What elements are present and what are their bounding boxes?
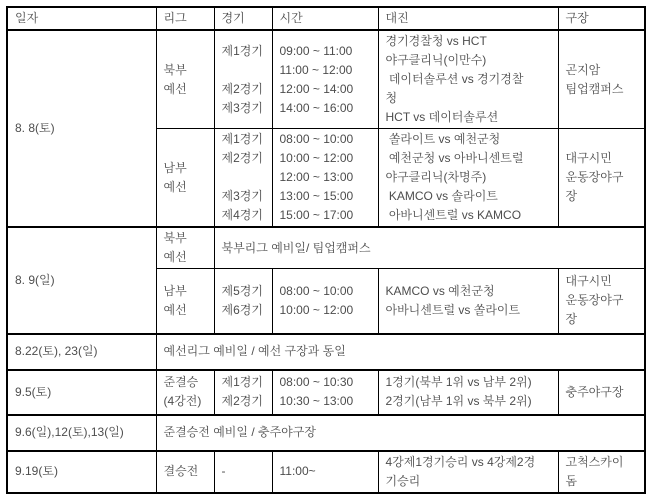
text-line: 팀업캠퍼스: [565, 81, 624, 96]
times-cell: [272, 30, 378, 129]
league-cell: [156, 227, 214, 269]
text-line: 장: [565, 312, 578, 327]
note-cell: 예선리그 예비일 / 예선 구장과 동일: [156, 334, 645, 370]
text-line: 북부: [163, 231, 187, 245]
text-line: 제3경기: [221, 189, 263, 203]
text-line: 제5경기: [221, 283, 263, 298]
text-line: 10:00 ~ 12:00: [279, 302, 354, 317]
games-cell: [214, 269, 272, 334]
col-header-date: 일자: [7, 7, 156, 30]
col-header-matchup: 대진: [378, 7, 558, 30]
league-cell: [156, 451, 214, 493]
text-line: -: [221, 464, 226, 478]
matchups-cell: [378, 30, 558, 129]
col-header-time: 시간: [272, 7, 378, 30]
col-header-league: 리그: [156, 7, 214, 30]
text-line: 돔: [565, 473, 578, 488]
text-line: 남부: [163, 160, 187, 175]
table-row-aug22: [7, 334, 645, 370]
text-line: KAMCO vs 솔라이트: [385, 189, 498, 203]
text-line: 14:00 ~ 16:00: [279, 100, 354, 115]
league-cell: [156, 30, 214, 129]
matchups-cell: [378, 129, 558, 228]
text-line: 곤지암: [565, 62, 601, 77]
text-line: 2경기(남부 1위 vs 북부 2위): [385, 394, 532, 408]
table-row-sep6: [7, 415, 645, 451]
text-line: KAMCO vs 예천군청: [385, 283, 495, 298]
text-line: 08:00 ~ 10:30: [279, 375, 354, 389]
text-line: 예선: [163, 81, 187, 96]
date-cell: 8. 9(일): [7, 227, 156, 334]
text-line: 예선: [163, 179, 187, 194]
text-line: 제1경기: [221, 132, 263, 146]
text-line: 데이터솔루션 vs 경기경찰: [385, 72, 524, 86]
text-line: 쏠라이트 vs 예천군청: [385, 132, 501, 146]
date-cell: 9.19(토): [7, 451, 156, 493]
text-line: 13:00 ~ 15:00: [279, 189, 354, 203]
text-line: 11:00~: [279, 464, 316, 478]
games-cell: [214, 451, 272, 493]
text-line: 제1경기: [221, 375, 263, 389]
table-row-aug8-north: [7, 30, 645, 129]
text-line: 아바니센트럴 vs KAMCO: [385, 208, 522, 222]
league-cell: [156, 370, 214, 415]
text-line: 예천군청 vs 아바니센트럴: [385, 151, 524, 165]
text-line: 10:30 ~ 13:00: [279, 394, 354, 408]
text-line: 제3경기: [221, 100, 263, 115]
text-line: 예선: [163, 250, 187, 264]
text-line: 제4경기: [221, 208, 263, 222]
text-line: 1경기(북부 1위 vs 남부 2위): [385, 375, 532, 389]
times-cell: [272, 269, 378, 334]
text-line: 4강제1경기승리 vs 4강제2경: [385, 454, 536, 469]
text-line: 장: [565, 189, 578, 203]
games-cell: [214, 370, 272, 415]
text-line: 12:00 ~ 14:00: [279, 81, 354, 96]
text-line: 운동장야구: [565, 170, 624, 184]
text-line: [222, 168, 265, 187]
date-cell: 8. 8(토): [7, 30, 156, 227]
text-line: 12:00 ~ 13:00: [279, 170, 354, 184]
venue-cell: [558, 129, 645, 228]
text-line: 09:00 ~ 11:00: [279, 43, 353, 58]
matchups-cell: [378, 269, 558, 334]
table-row-sep19: [7, 451, 645, 493]
text-line: 준결승: [163, 375, 199, 389]
text-line: 운동장야구: [565, 293, 624, 308]
games-cell: [214, 30, 272, 129]
text-line: 야구클리닉(차명주): [385, 170, 487, 184]
text-line: 08:00 ~ 10:00: [279, 132, 354, 146]
text-line: 제2경기: [221, 151, 263, 165]
text-line: 예선: [163, 302, 187, 317]
text-line: 제2경기: [221, 81, 263, 96]
text-line: 남부: [163, 283, 187, 298]
league-cell: [156, 269, 214, 334]
times-cell: [272, 370, 378, 415]
date-cell: 9.5(토): [7, 370, 156, 415]
venue-cell: [558, 451, 645, 493]
table-row-aug9-north: [7, 227, 645, 269]
venue-cell: [558, 30, 645, 129]
text-line: (4강전): [163, 394, 202, 408]
league-cell: [156, 129, 214, 228]
text-line: 08:00 ~ 10:00: [279, 283, 354, 298]
date-cell: 9.6(일),12(토),13(일): [7, 415, 156, 451]
matchups-cell: [378, 451, 558, 493]
text-line: 경기경찰청 vs HCT: [385, 34, 487, 48]
date-cell: 8.22(토), 23(일): [7, 334, 156, 370]
text-line: 기승리: [385, 473, 421, 488]
note-cell: 북부리그 예비일/ 팀업캠퍼스: [214, 227, 645, 269]
text-line: 야구클리닉(이만수): [385, 53, 487, 67]
header-row: [7, 7, 645, 30]
venue-cell: [558, 269, 645, 334]
schedule-table: [6, 6, 646, 494]
venue-cell: [558, 370, 645, 415]
text-line: 제2경기: [221, 394, 263, 408]
matchups-cell: [378, 370, 558, 415]
times-cell: [272, 129, 378, 228]
text-line: 결승전: [163, 464, 199, 478]
text-line: 북부: [163, 62, 187, 77]
col-header-venue: 구장: [558, 7, 645, 30]
text-line: 대구시민: [565, 151, 612, 165]
text-line: 제1경기: [221, 43, 263, 58]
text-line: 청: [385, 91, 398, 105]
times-cell: [272, 451, 378, 493]
note-cell: 준결승전 예비일 / 충주야구장: [156, 415, 645, 451]
text-line: 충주야구장: [565, 384, 624, 399]
games-cell: [214, 129, 272, 228]
text-line: [222, 61, 265, 80]
col-header-game: 경기: [214, 7, 272, 30]
text-line: 고척스카이: [565, 454, 624, 469]
text-line: 대구시민: [565, 274, 612, 289]
text-line: 10:00 ~ 12:00: [279, 151, 354, 165]
text-line: HCT vs 데이터솔루션: [385, 110, 499, 124]
text-line: 제6경기: [221, 302, 263, 317]
text-line: 15:00 ~ 17:00: [279, 208, 354, 222]
text-line: 11:00 ~ 12:00: [279, 62, 353, 77]
table-row-sep5: [7, 370, 645, 415]
text-line: 아바니센트럴 vs 쏠라이트: [385, 302, 521, 317]
